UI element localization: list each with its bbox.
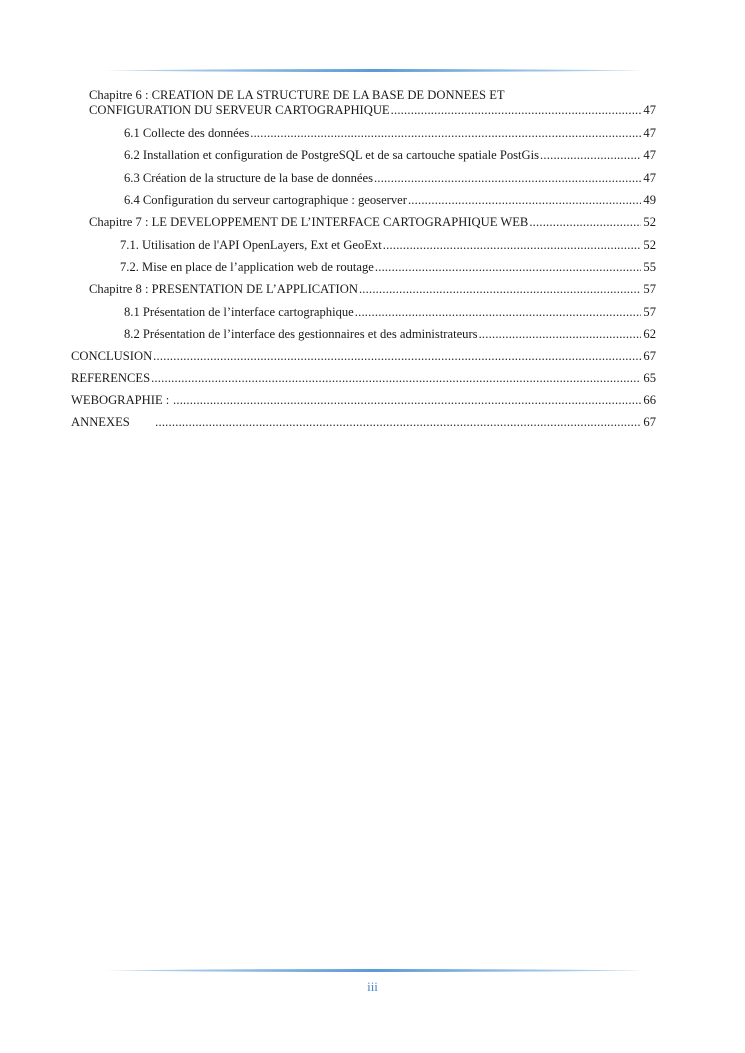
toc-item-6-2[interactable] — [124, 148, 656, 163]
toc-page-number: 52 — [643, 215, 656, 229]
toc-chapter-7[interactable] — [89, 215, 656, 230]
toc-page-number: 52 — [643, 238, 656, 252]
toc-item-number: 7.2. — [120, 260, 139, 274]
toc-conclusion[interactable] — [71, 349, 656, 364]
header-rule — [104, 68, 644, 73]
dot-leader — [391, 103, 642, 118]
dot-leader — [355, 305, 642, 320]
toc-item-number: 8.2 — [124, 327, 140, 341]
toc-item-label: Collecte des données — [142, 126, 250, 140]
toc-references[interactable] — [71, 371, 656, 386]
toc-annexes[interactable] — [71, 415, 656, 430]
toc-chapter-6-title-line2: CONFIGURATION DU SERVEUR CARTOGRAPHIQUE — [89, 103, 390, 117]
toc-references-title: REFERENCES — [71, 371, 151, 385]
dot-leader — [374, 171, 641, 186]
toc-conclusion-title: CONCLUSION — [71, 349, 153, 363]
toc-chapter-8-title: Chapitre 8 : PRESENTATION DE L’APPLICATION — [89, 282, 358, 296]
toc-chapter-7-title: Chapitre 7 : LE DEVELOPPEMENT DE L’INTERFACE CARTOGRAPHIQUE WEB — [89, 215, 529, 229]
toc-item-number: 6.4 — [124, 193, 140, 207]
toc-annexes-title: ANNEXES — [71, 415, 130, 429]
toc-webographie[interactable] — [71, 393, 656, 408]
toc-item-number: 6.3 — [124, 171, 140, 185]
toc-item-7-1[interactable] — [120, 238, 656, 253]
dot-leader — [173, 393, 641, 408]
toc-page-number: 49 — [643, 193, 656, 207]
toc-webographie-title: WEBOGRAPHIE : — [71, 393, 170, 407]
toc-item-label: Création de la structure de la base de données — [142, 171, 374, 185]
page-number: iii — [367, 979, 378, 994]
toc-page-number: 66 — [643, 393, 656, 407]
toc-page-number: 62 — [643, 327, 656, 341]
toc-item-label: Configuration du serveur cartographique : geoserver — [142, 193, 407, 207]
toc-item-label: Présentation de l’interface des gestionnaires et des administrateurs — [142, 327, 478, 341]
toc-chapter-6[interactable] — [89, 88, 656, 118]
toc-chapter-8[interactable] — [89, 282, 656, 297]
toc-page-number: 57 — [643, 282, 656, 296]
toc-item-6-1[interactable] — [124, 126, 656, 141]
dot-leader — [479, 327, 642, 342]
toc-item-6-3[interactable] — [124, 171, 656, 186]
dot-leader — [151, 371, 641, 386]
dot-leader — [153, 349, 641, 364]
toc-item-6-4[interactable] — [124, 193, 656, 208]
dot-leader — [375, 260, 642, 275]
dot-leader — [155, 415, 641, 430]
dot-leader — [250, 126, 641, 141]
toc-page-number: 57 — [643, 305, 656, 319]
toc-item-label: Installation et configuration de PostgreSQL et de sa cartouche spatiale PostGis — [142, 148, 540, 162]
toc-page-number: 47 — [643, 148, 656, 162]
dot-leader — [359, 282, 641, 297]
toc-item-8-2[interactable] — [124, 327, 656, 342]
toc-page-number: 47 — [643, 126, 656, 140]
toc-item-label: Mise en place de l’application web de routage — [142, 260, 374, 274]
dot-leader — [529, 215, 641, 230]
toc-page-number: 47 — [643, 171, 656, 185]
dot-leader — [383, 238, 642, 253]
toc-item-number: 7.1. — [120, 238, 139, 252]
dot-leader — [540, 148, 641, 163]
dot-leader — [408, 193, 641, 208]
toc-item-number: 6.2 — [124, 148, 140, 162]
footer-rule — [104, 968, 644, 973]
toc-item-label: Utilisation de l'API OpenLayers, Ext et GeoExt — [142, 238, 382, 252]
toc-chapter-6-title-line1: Chapitre 6 : CREATION DE LA STRUCTURE DE LA BASE DE DONNEES ET — [89, 88, 505, 102]
toc-page-number: 55 — [643, 260, 656, 274]
toc-item-number: 6.1 — [124, 126, 140, 140]
toc-item-8-1[interactable] — [124, 305, 656, 320]
toc-item-7-2[interactable] — [120, 260, 656, 275]
toc-item-label: Présentation de l’interface cartographique — [142, 305, 354, 319]
toc-page-number: 67 — [643, 415, 656, 429]
toc-page-number: 47 — [643, 103, 656, 117]
toc-page-number: 67 — [643, 349, 656, 363]
toc-page-number: 65 — [643, 371, 656, 385]
toc-item-number: 8.1 — [124, 305, 140, 319]
